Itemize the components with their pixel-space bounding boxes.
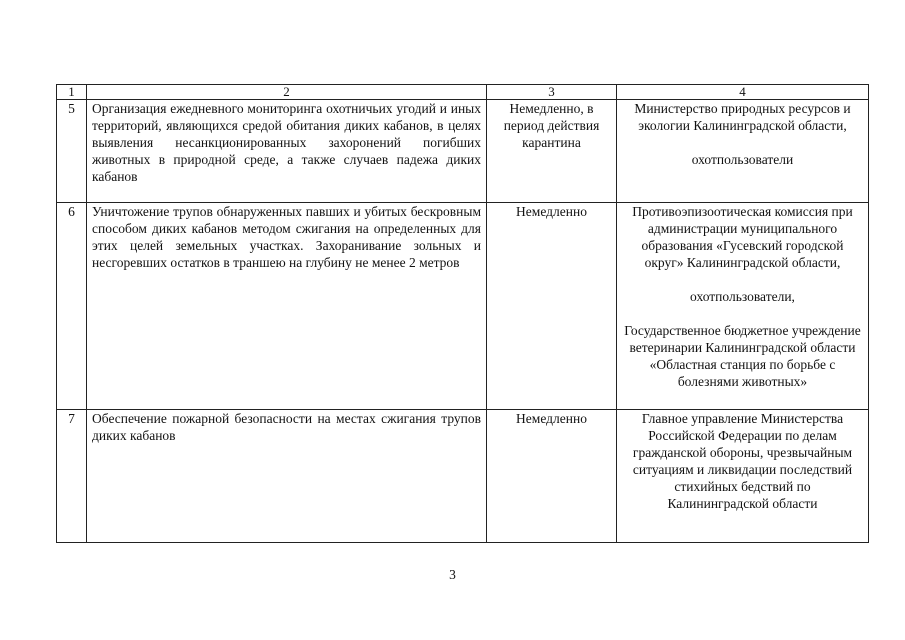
term-cell: Немедленно <box>487 203 617 410</box>
responsible-entry: Главное управление Министерства Российской Федерации по делам гражданской обороны, чрезвычайным ситуациям и ликвидации последствий стихийных бедствий по Калининградской области <box>632 411 853 511</box>
responsible-cell <box>617 410 869 543</box>
responsible-entry: охотпользователи <box>691 152 794 167</box>
responsible-entry: Государственное бюджетное учреждение ветеринарии Калининградской области «Областная станция по борьбе с болезнями животных» <box>624 323 861 389</box>
column-header: 3 <box>487 85 617 100</box>
responsible-cell <box>617 203 869 410</box>
table-row <box>57 203 869 410</box>
responsible-entry: охотпользователи, <box>690 289 795 304</box>
measure-text: Обеспечение пожарной безопасности на местах сжигания трупов диких кабанов <box>92 411 481 443</box>
column-header: 1 <box>57 85 87 100</box>
column-header: 4 <box>617 85 869 100</box>
column-header: 2 <box>87 85 487 100</box>
row-number: 6 <box>57 203 87 410</box>
measure-cell <box>87 410 487 543</box>
page-number: 3 <box>449 567 456 582</box>
table-row <box>57 410 869 543</box>
measures-table <box>56 84 869 543</box>
measure-cell <box>87 100 487 203</box>
row-number: 7 <box>57 410 87 543</box>
measure-text: Организация ежедневного мониторинга охотничьих угодий и иных территорий, являющихся средой обитания диких кабанов, в целях выявления несанкционированных захоронений погибших животных в природной среде, а также случаев падежа диких кабанов <box>92 101 481 184</box>
responsible-cell <box>617 100 869 203</box>
measure-cell <box>87 203 487 410</box>
responsible-entry: Противоэпизоотическая комиссия при администрации муниципального образования «Гусевский городской округ» Калининградской области, <box>632 204 853 270</box>
table-header-row <box>57 85 869 100</box>
measure-text: Уничтожение трупов обнаруженных павших и убитых бескровным способом диких кабанов методом сжигания на определенных для этих целей земельных участках. Захоранивание зольных и несгоревших остатков в траншею на глубину не менее 2 метров <box>92 204 481 270</box>
table-row <box>57 100 869 203</box>
responsible-entry: Министерство природных ресурсов и экологии Калининградской области, <box>634 101 851 133</box>
term-cell: Немедленно <box>487 410 617 543</box>
term-cell: Немедленно, в период действия карантина <box>487 100 617 203</box>
row-number: 5 <box>57 100 87 203</box>
